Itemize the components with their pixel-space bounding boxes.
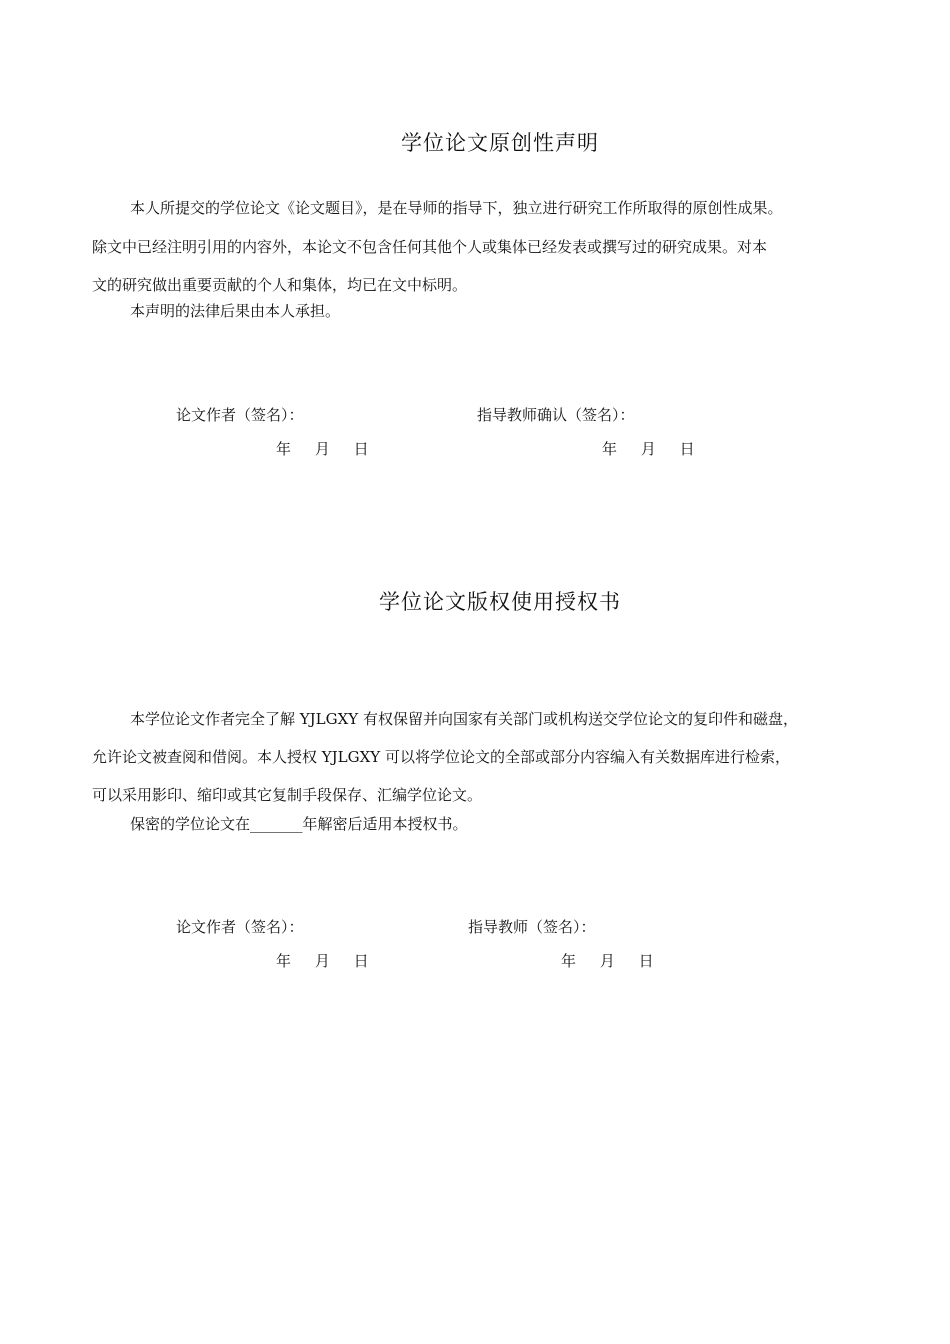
declaration-advisor-signature-label: 指导教师确认（签名）：	[477, 406, 635, 424]
declaration-advisor-date: 年 月 日	[602, 440, 695, 458]
declaration-legal-line: 本声明的法律后果由本人承担。	[130, 302, 341, 320]
declaration-paragraph	[92, 189, 862, 303]
authorization-line-1: 本学位论文作者完全了解 YJLGXY 有权保留并向国家有关部门或机构送交学位论文的复印件和磁盘，	[130, 710, 798, 728]
authorization-author-date: 年 月 日	[276, 952, 369, 970]
declaration-line-1: 本人所提交的学位论文《论文题目》，是在导师的指导下，独立进行研究工作所取得的原创性成果。	[130, 199, 783, 217]
authorization-paragraph	[92, 700, 862, 814]
declaration-author-signature-label: 论文作者（签名）：	[176, 406, 304, 424]
authorization-author-signature-label: 论文作者（签名）：	[176, 918, 304, 936]
authorization-advisor-signature-label: 指导教师（签名）：	[468, 918, 596, 936]
authorization-line-3: 可以采用影印、缩印或其它复制手段保存、汇编学位论文。	[92, 786, 483, 804]
declaration-title: 学位论文原创性声明	[401, 131, 599, 155]
declaration-legal-paragraph	[92, 300, 862, 321]
declaration-author-date: 年 月 日	[276, 440, 369, 458]
authorization-confidential-paragraph	[92, 813, 862, 834]
declaration-line-2: 除文中已经注明引用的内容外，本论文不包含任何其他个人或集体已经发表或撰写过的研究成果。对本	[92, 238, 768, 256]
authorization-confidential-line: 保密的学位论文在_______年解密后适用本授权书。	[130, 815, 468, 833]
authorization-title: 学位论文版权使用授权书	[379, 590, 621, 614]
authorization-advisor-date: 年 月 日	[561, 952, 654, 970]
declaration-line-3: 文的研究做出重要贡献的个人和集体，均已在文中标明。	[92, 276, 468, 294]
authorization-line-2: 允许论文被查阅和借阅。本人授权 YJLGXY 可以将学位论文的全部或部分内容编入有关数据库进行检索，	[92, 748, 790, 766]
